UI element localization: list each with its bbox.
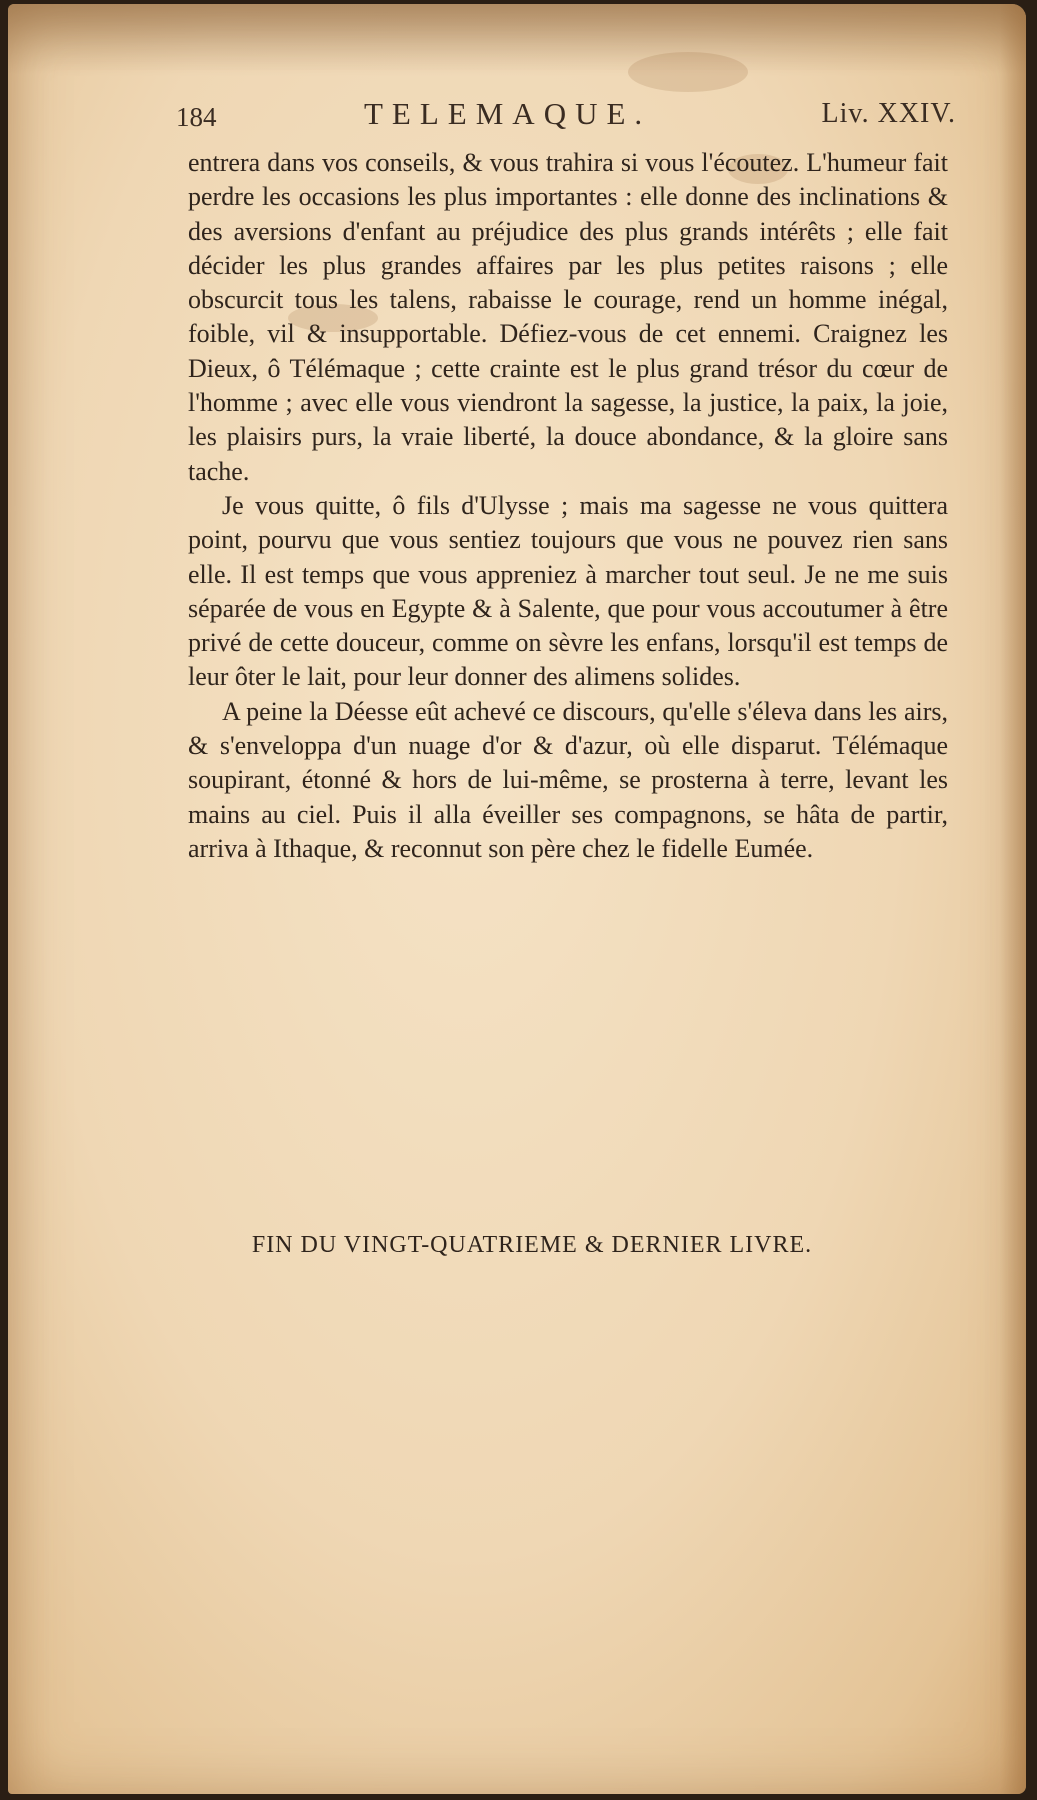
running-header <box>176 96 956 140</box>
closing-line: FIN DU VINGT-QUATRIEME & DERNIER LIVRE. <box>251 1232 813 1258</box>
book-reference: Liv. XXIV. <box>821 98 956 129</box>
paragraph: Je vous quitte, ô fils d'Ulysse ; mais ma sagesse ne vous quittera point, pourvu que vous sentiez toujours que vous ne pouvez rien sans elle. Il est temps que vous appreniez à marcher tout seul. Je ne me suis séparée de vous en Egypte & à Salente, que pour vous accoutumer à être privé de cette douceur, comme on sèvre les enfans, lorsqu'il est temps de leur ôter le lait, pour leur donner des alimens solides. <box>188 490 948 692</box>
body-text <box>188 146 948 866</box>
page-edge-shadow <box>1000 4 1026 1794</box>
page-number: 184 <box>176 102 217 132</box>
book-page <box>8 4 1026 1794</box>
paragraph: A peine la Déesse eût achevé ce discours, qu'elle s'éleva dans les airs, & s'enveloppa d'un nuage d'or & d'azur, où elle disparut. Télémaque soupirant, étonné & hors de lui-même, se prosterna à terre, levant les mains au ciel. Puis il alla éveiller ses compagnons, se hâta de partir, arriva à Ithaque, & reconnut son père chez le fidelle Eumée. <box>188 696 948 863</box>
running-title: TELEMAQUE. <box>364 96 652 131</box>
paragraph: entrera dans vos conseils, & vous trahira si vous l'écoutez. L'humeur fait perdre les occasions les plus importantes : elle donne des inclinations & des aversions d'enfant au préjudice des plus grands intérêts ; elle fait décider les plus grandes affaires par les plus petites raisons ; elle obscurcit tous les talens, rabaisse le courage, rend un homme inégal, foible, vil & insupportable. Défiez-vous de cet ennemi. Craignez les Dieux, ô Télémaque ; cette crainte est le plus grand trésor du cœur de l'homme ; avec elle vous viendront la sagesse, la justice, la paix, la joie, les plaisirs purs, la vraie liberté, la douce abondance, & la gloire sans tache. <box>188 148 948 486</box>
foxing-stain <box>628 52 748 92</box>
